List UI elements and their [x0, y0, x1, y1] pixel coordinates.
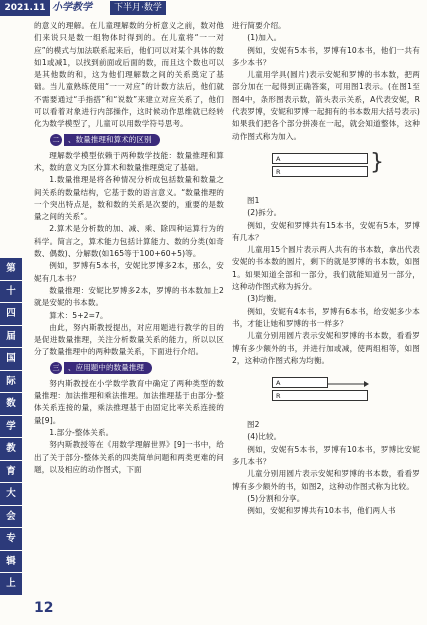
side-label-char: 十	[0, 281, 22, 303]
bar-label: R	[276, 392, 281, 401]
paragraph: 1.部分-整体关系。	[49, 427, 114, 437]
side-label-char: 上	[0, 573, 22, 595]
bar-label: A	[276, 154, 281, 163]
paragraph: 儿童用学具(圆片)表示安妮和罗博的书本数，把两部分加在一起得到正确答案，可用图1表示。(在图1至图4中，条形图表示数，箭头表示关系，A代表安妮，R代表罗博，安妮和罗博一起拥有的书本数用大括号表示)如果我们把各个部分拼凑在一起，就会知道整体，这种动作图式称为加入。	[232, 70, 420, 141]
section-number-badge: 三	[50, 362, 62, 374]
paragraph: 例如，安妮有5本书，罗博有10本书，他们一共有多少本书？	[232, 45, 420, 67]
side-label-char: 辑	[0, 551, 22, 573]
paragraph: 儿童分别用圆片表示安妮和罗博的书本数，看看罗博有多少额外的书，并进行加或减，使两组相等，如图2，这种动作图式称为均衡。	[232, 331, 420, 365]
paragraph: 理解数学模型依赖于两种数学技能：数量推理和算术，数的意义为区分算术和数量推理奠定了基础。	[34, 150, 224, 172]
section-title: 、数量推理和算术的区别	[64, 134, 160, 146]
paragraph: 例如，安妮有4本书，罗博有6本书，给安妮多少本书，才能让她和罗博的书一样多？	[232, 306, 420, 328]
side-label-char: 会	[0, 506, 22, 528]
side-column-label	[0, 258, 24, 596]
edition-label: 下半月·数学	[110, 1, 166, 15]
bar-label: R	[276, 167, 281, 176]
paragraph: 努内斯教授在小学数学教育中确定了两种类型的数量推理：加法推理和乘法推理。加法推理基于由部分-整体关系连接的量，乘法推理基于由固定比率关系连接的量[9]。	[34, 378, 224, 425]
bar-label: A	[276, 379, 281, 388]
paragraph: 努内斯教授等在《用数学理解世界》[9]一书中，给出了关于部分-整体关系的四类简单问题和两类更难的问题，以及相应的动作图式，下面	[34, 440, 224, 474]
side-label-char: 数	[0, 393, 22, 415]
figure-1	[232, 147, 420, 193]
side-label-char: 际	[0, 371, 22, 393]
paragraph: 的意义的理解。在儿童理解数的分析意义之前，数对他们来说只是数一组物体时得到的。在儿童将“一一对应”的模式与加法联系起来后，他们可以对某个具体的数如1或减1，以找到前面或后面的数，而且这个数也可以是其他数的和，这为他们理解数之间的关系奠定了基础。当儿童熟练使用“一一对应”的计数方法后，他们就不需要通过“手指搭”和“说数”来建立对应关系了，他们可以看着对象进行内部操作，这时候动作思维就已经转化为数学模型了，儿童可以用数学符号思考。	[34, 21, 224, 129]
right-column	[232, 20, 420, 518]
figure-caption: 图1	[247, 195, 260, 205]
side-label-char: 教	[0, 438, 22, 460]
section-number-badge: 二	[50, 134, 62, 146]
paragraph: (3)均衡。	[247, 294, 282, 304]
paragraph: (1)加入。	[247, 33, 282, 43]
paragraph: 儿童用15个圆片表示两人共有的书本数，拿出代表安妮的书本数的圆片，剩下的就是罗博的书本数，如图1。如果知道全部和一部分，我们就能知道另一部分，这种动作图式称为拆分。	[232, 245, 420, 292]
paragraph: 例如，安妮有5本书，罗博有10本书，罗博比安妮多几本书？	[232, 444, 420, 467]
paragraph: (5)分割和分享。	[247, 493, 305, 503]
magazine-title: 小学教学	[52, 2, 92, 13]
issue-date: 2021.11	[0, 0, 50, 16]
paragraph: 2.算术是分析数的加、减、乘、除四种运算行为的科学。简言之，算术能力包括计算能力、数的分类(如奇数、偶数)、分解数(如165等于100+60+5)等。	[34, 224, 224, 259]
side-label-char: 第	[0, 258, 22, 280]
paragraph: 例如，罗博有5本书，安妮比罗博多2本，那么，安妮有几本书？	[34, 261, 224, 283]
side-label-char: 四	[0, 303, 22, 325]
paragraph: 数量推理：安妮比罗博多2本，罗博的书本数加上2就是安妮的书本数。	[34, 285, 224, 308]
paragraph: (2)拆分。	[247, 208, 282, 218]
paragraph: 儿童分别用圆片表示安妮和罗博的书本数，看看罗博有多少额外的书，如图2，这种动作图式称为比较。	[232, 469, 420, 491]
side-label-char: 届	[0, 326, 22, 348]
page-header	[0, 0, 427, 16]
paragraph: (4)比较。	[247, 432, 282, 442]
left-column	[34, 20, 224, 476]
side-label-char: 学	[0, 416, 22, 438]
side-label-char: 国	[0, 348, 22, 370]
bar-annie	[272, 377, 328, 388]
paragraph: 例如，安妮和罗博共有10本书，他们两人书	[247, 506, 396, 516]
page-number: 12	[34, 600, 54, 616]
paragraph: 进行简要介绍。	[232, 21, 286, 30]
paragraph: 由此，努内斯教授提出，对应用题进行教学的目的是促进数量推理，关注分析数量关系的能力，所以以区分了数量推理中的两种数量关系，下面进行介绍。	[34, 322, 224, 357]
section-title: 、应用题中的数量推理	[64, 362, 152, 374]
side-label-char: 专	[0, 528, 22, 550]
arrow-icon	[328, 379, 370, 389]
side-label-char: 大	[0, 483, 22, 505]
figure-caption: 图2	[247, 420, 260, 430]
paragraph: 算术：5+2=7。	[49, 310, 108, 320]
section-heading	[50, 134, 224, 147]
bar-rob	[272, 166, 368, 177]
figure-2	[232, 371, 420, 417]
paragraph: 例如，安妮和罗博共有15本书，安妮有5本，罗博有几本？	[232, 220, 420, 242]
side-label-char: 育	[0, 461, 22, 483]
bar-annie	[272, 153, 368, 164]
paragraph: 1.数量推理是将各种情况分析成包括数量和数量之间关系的数量结构，它基于数的语言意义。“数量推理的一个突出特点是，数和数的关系是次要的，重要的是数量之间的关系”。	[34, 175, 224, 222]
section-heading	[50, 362, 224, 375]
brace-icon: }	[370, 149, 385, 175]
bar-rob	[272, 390, 368, 401]
